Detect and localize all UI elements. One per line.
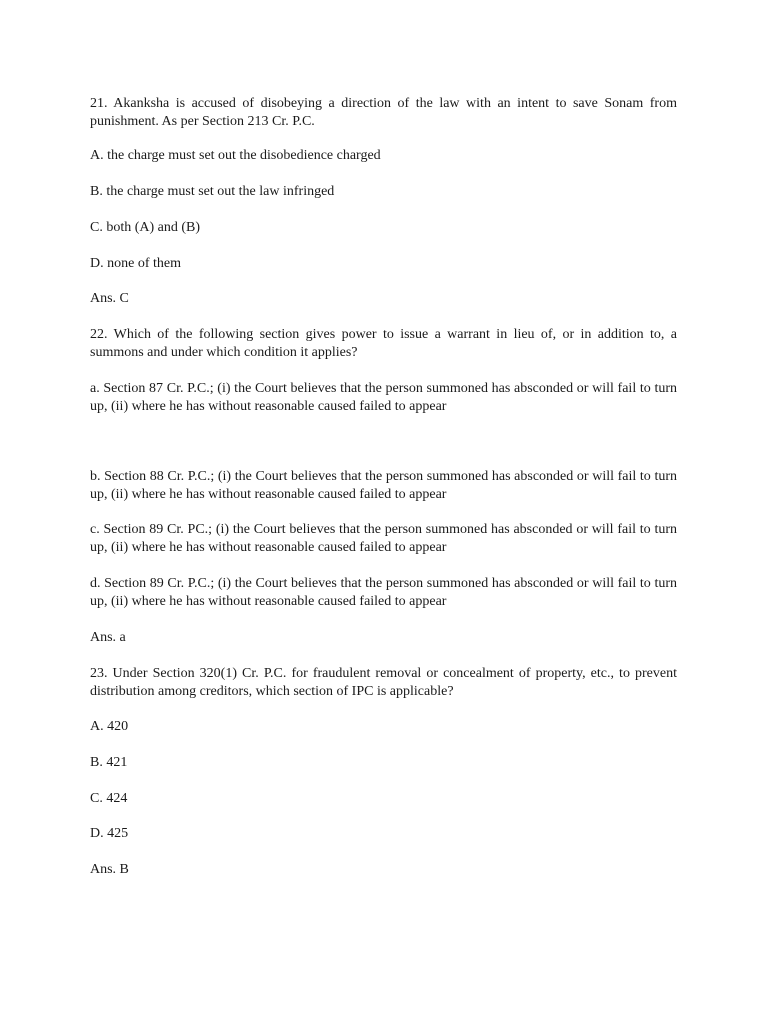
question-23-stem: 23. Under Section 320(1) Cr. P.C. for fraudulent removal or concealment of property, etc., to prevent distribution among creditors, which section of IPC is applicable?	[90, 666, 677, 699]
question-23-option-a: A. 420	[90, 719, 129, 734]
question-22-stem: 22. Which of the following section gives power to issue a warrant in lieu of, or in addition to, a summons and under which condition it applies?	[90, 327, 677, 360]
question-21-answer: Ans. C	[90, 291, 129, 306]
question-21-option-b: B. the charge must set out the law infringed	[90, 184, 335, 199]
question-22-option-b: b. Section 88 Cr. P.C.; (i) the Court believes that the person summoned has absconded or will fail to turn up, (ii) where he has without reasonable caused failed to appear	[90, 469, 677, 502]
question-23-option-d: D. 425	[90, 826, 129, 841]
question-23-option-b: B. 421	[90, 755, 128, 770]
question-21-option-d: D. none of them	[90, 256, 181, 271]
question-23-answer: Ans. B	[90, 862, 129, 877]
question-21-stem: 21. Akanksha is accused of disobeying a direction of the law with an intent to save Sonam from punishment. As per Section 213 Cr. P.C.	[90, 96, 677, 129]
question-22-option-a: a. Section 87 Cr. P.C.; (i) the Court believes that the person summoned has absconded or will fail to turn up, (ii) where he has without reasonable caused failed to appear	[90, 381, 677, 414]
question-23-option-c: C. 424	[90, 791, 128, 806]
question-21-option-c: C. both (A) and (B)	[90, 220, 201, 235]
question-22-option-c: c. Section 89 Cr. PC.; (i) the Court believes that the person summoned has absconded or will fail to turn up, (ii) where he has without reasonable caused failed to appear	[90, 522, 677, 555]
question-22-answer: Ans. a	[90, 630, 126, 645]
question-22-option-d: d. Section 89 Cr. P.C.; (i) the Court believes that the person summoned has absconded or will fail to turn up, (ii) where he has without reasonable caused failed to appear	[90, 576, 677, 609]
question-21-option-a: A. the charge must set out the disobedience charged	[90, 148, 381, 163]
